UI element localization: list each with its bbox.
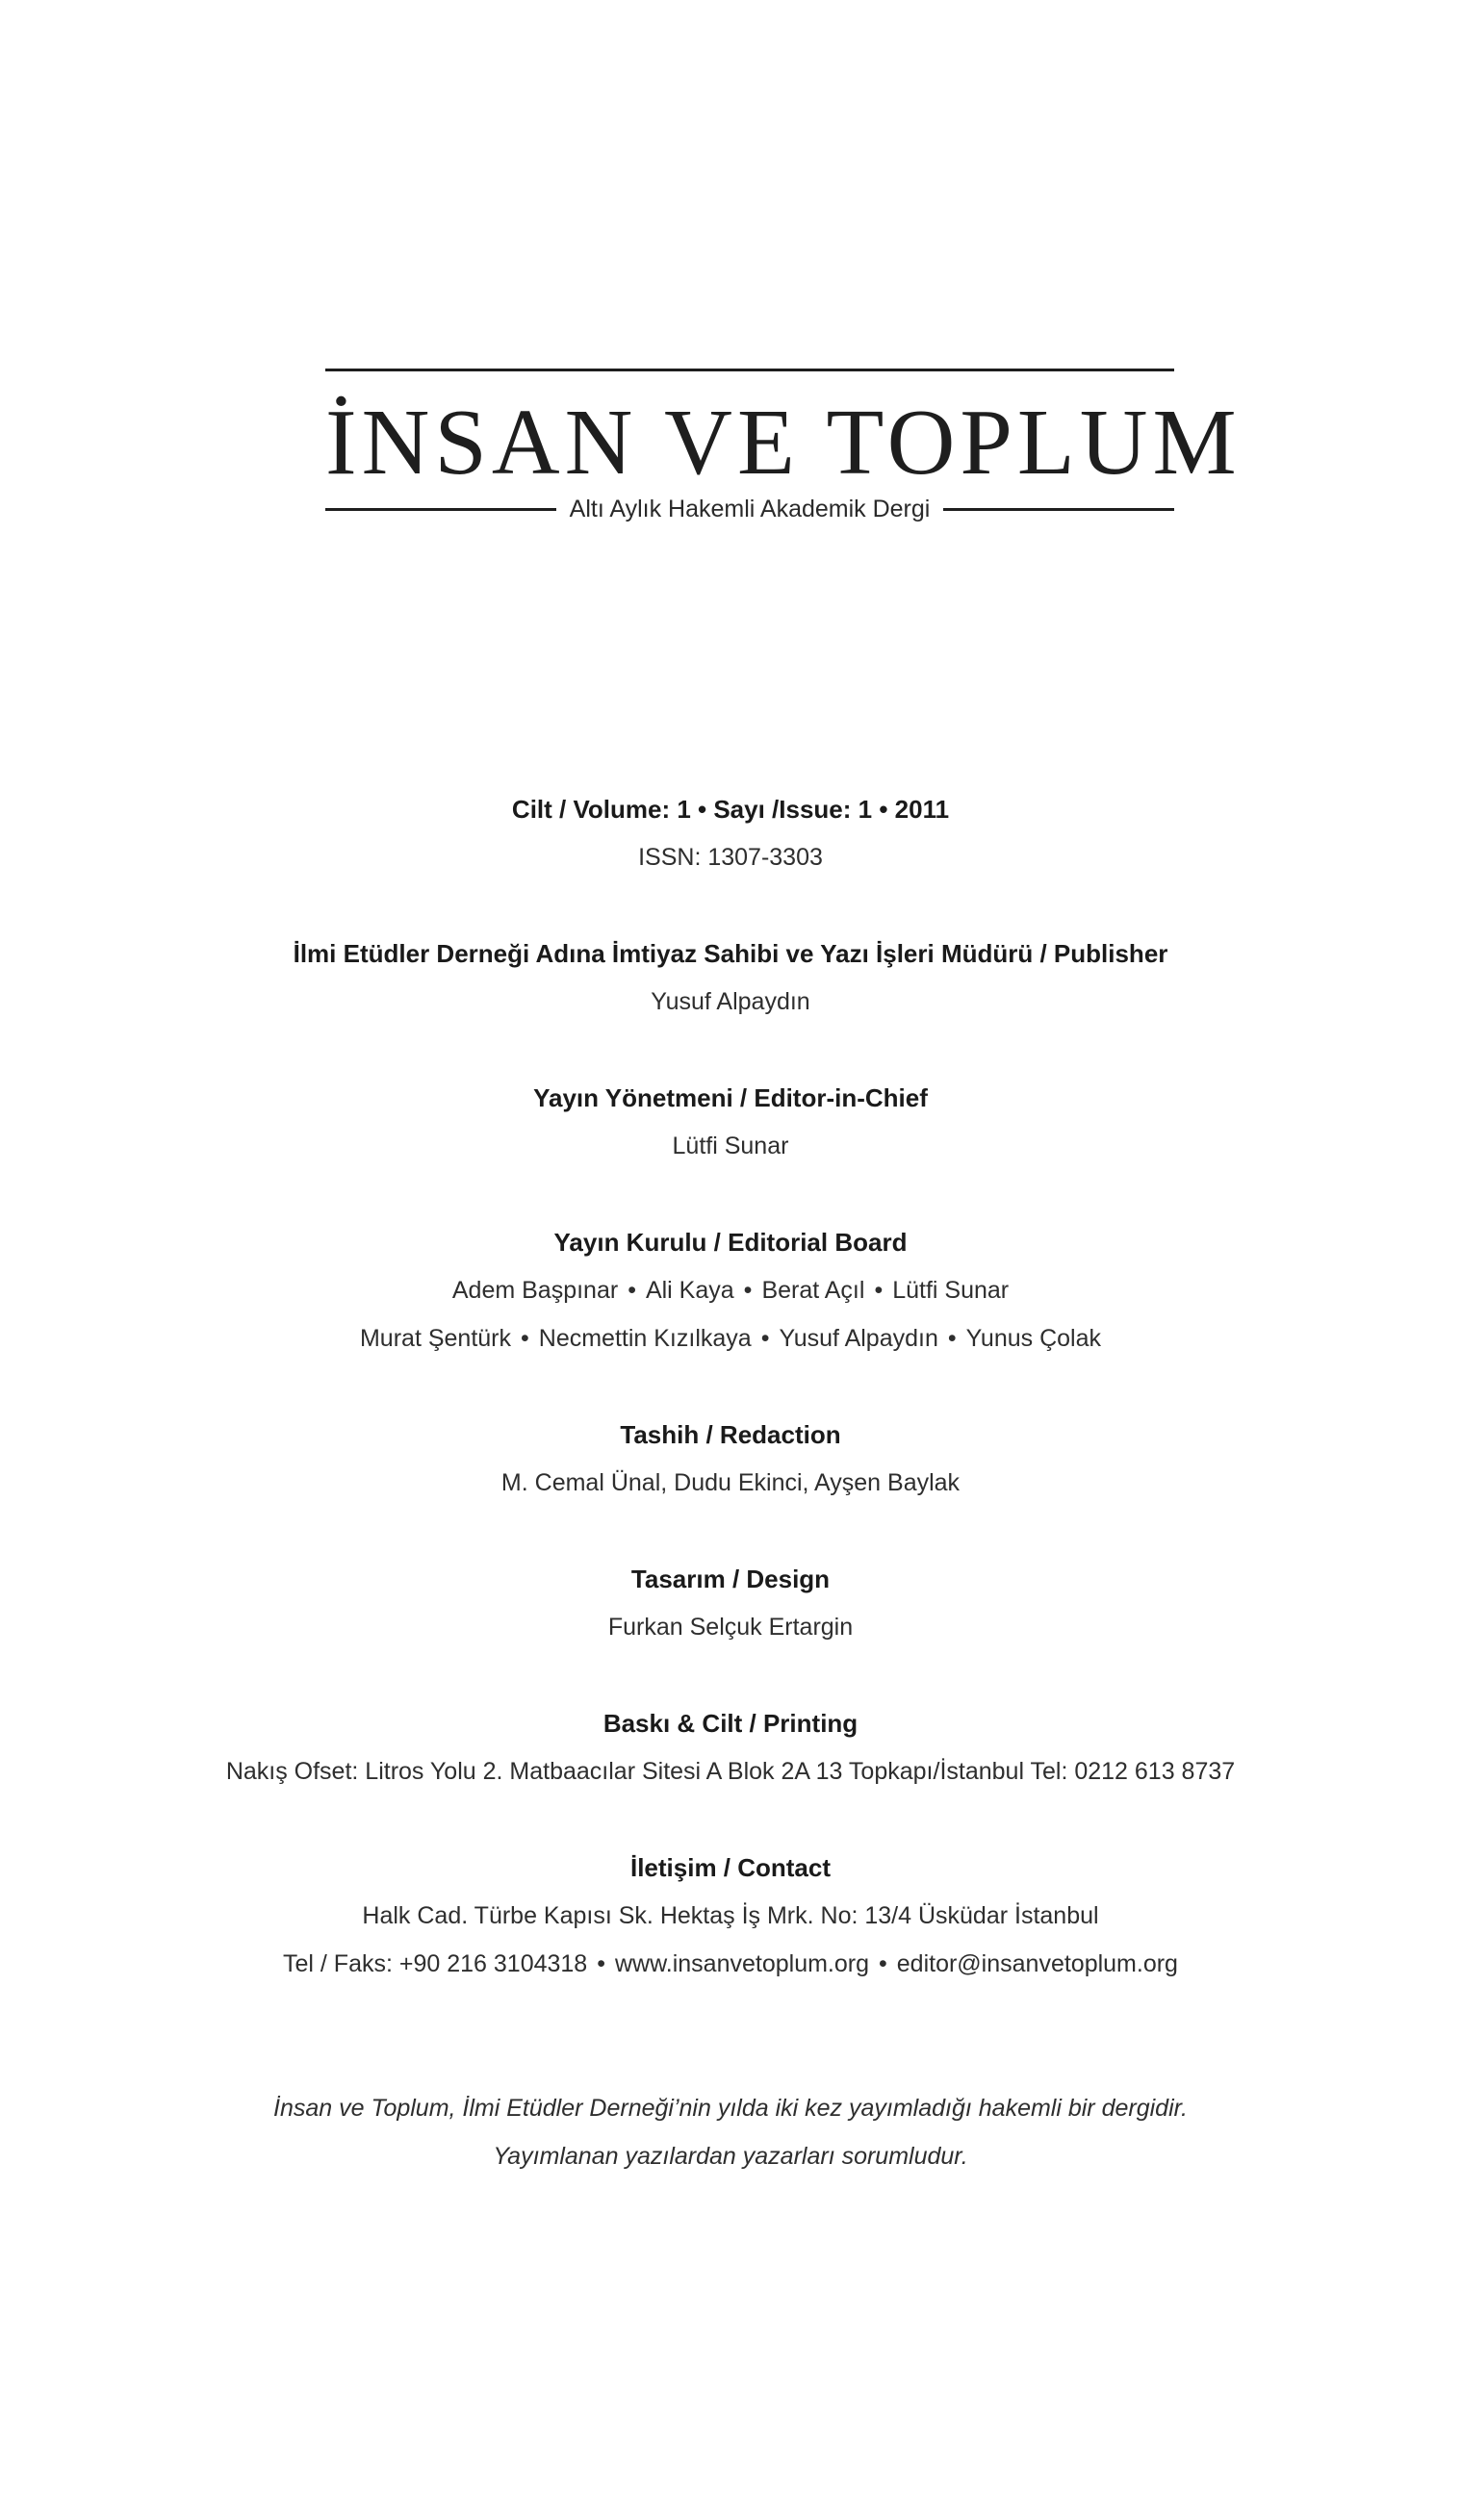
- board-member: Yusuf Alpaydın: [779, 1325, 938, 1352]
- subtitle-left-rule: [325, 508, 556, 511]
- footnote-line-1: İnsan ve Toplum, İlmi Etüdler Derneği’nin yılda iki kez yayımladığı hakemli bir dergidir.: [273, 2095, 1188, 2122]
- board-member: Murat Şentürk: [359, 1325, 511, 1352]
- subtitle-row: [325, 490, 1174, 528]
- board-row-1: [0, 1274, 1461, 1307]
- board-row-2: [0, 1322, 1461, 1355]
- masthead: [325, 369, 1242, 532]
- footnote-line-2: Yayımlanan yazılardan yazarları sorumludur.: [493, 2143, 968, 2170]
- subtitle-right-rule: [943, 508, 1174, 511]
- redaction-names: M. Cemal Ünal, Dudu Ekinci, Ayşen Baylak: [500, 1469, 961, 1496]
- board-member: Lütfi Sunar: [892, 1277, 1010, 1304]
- board-member: Berat Açıl: [761, 1277, 865, 1304]
- publisher-name: Yusuf Alpaydın: [651, 988, 810, 1015]
- board-member: Ali Kaya: [645, 1277, 734, 1304]
- bullet-separator: •: [879, 1950, 887, 1977]
- editor-heading: Yayın Yönetmeni / Editor-in-Chief: [533, 1083, 928, 1112]
- board-member: Yunus Çolak: [965, 1325, 1101, 1352]
- contact-address: Halk Cad. Türbe Kapısı Sk. Hektaş İş Mrk. No: 13/4 Üsküdar İstanbul: [362, 1902, 1099, 1929]
- printing-heading: Baskı & Cilt / Printing: [602, 1709, 859, 1738]
- bullet-separator: •: [947, 1325, 957, 1352]
- bullet-separator: •: [743, 1277, 753, 1304]
- design-heading: Tasarım / Design: [630, 1565, 831, 1593]
- issn: ISSN: 1307-3303: [638, 844, 823, 871]
- bullet-separator: •: [874, 1277, 884, 1304]
- journal-title: İNSAN VE TOPLUM: [325, 391, 1242, 495]
- contact-email[interactable]: editor@insanvetoplum.org: [896, 1950, 1178, 1977]
- editor-name: Lütfi Sunar: [672, 1133, 789, 1159]
- masthead-top-rule: [325, 369, 1174, 371]
- bullet-separator: •: [760, 1325, 770, 1352]
- design-name: Furkan Selçuk Ertargin: [607, 1614, 854, 1641]
- board-member: Adem Başpınar: [451, 1277, 619, 1304]
- contact-heading: İletişim / Contact: [629, 1853, 832, 1882]
- printing-details: Nakış Ofset: Litros Yolu 2. Matbaacılar Sitesi A Blok 2A 13 Topkapı/İstanbul Tel: 0212 613 8737: [225, 1758, 1236, 1785]
- volume-line: Cilt / Volume: 1 • Sayı /Issue: 1 • 2011: [511, 795, 950, 824]
- board-heading: Yayın Kurulu / Editorial Board: [553, 1228, 908, 1257]
- contact-line: [0, 1947, 1461, 1980]
- bullet-separator: •: [521, 1325, 529, 1352]
- journal-subtitle: Altı Aylık Hakemli Akademik Dergi: [569, 495, 931, 522]
- publisher-heading: İlmi Etüdler Derneği Adına İmtiyaz Sahibi ve Yazı İşleri Müdürü / Publisher: [293, 939, 1168, 968]
- contact-website[interactable]: www.insanvetoplum.org: [614, 1950, 869, 1977]
- bullet-separator: •: [628, 1277, 636, 1304]
- bullet-separator: •: [597, 1950, 605, 1977]
- redaction-heading: Tashih / Redaction: [620, 1420, 841, 1449]
- contact-phone: Tel / Faks: +90 216 3104318: [283, 1950, 588, 1977]
- board-member: Necmettin Kızılkaya: [538, 1325, 752, 1352]
